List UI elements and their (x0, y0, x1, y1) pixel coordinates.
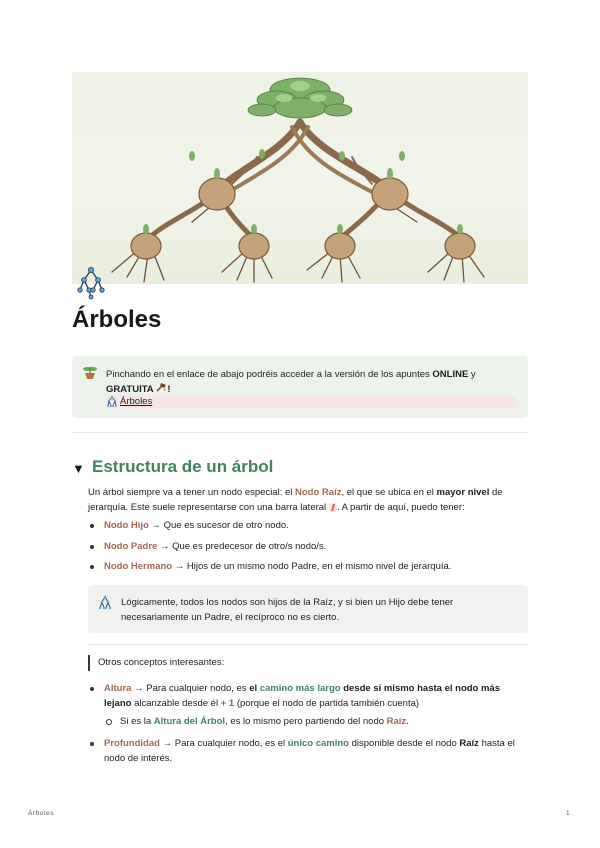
fire-hammer-icon (156, 384, 167, 395)
bullet-dot (90, 565, 94, 569)
bullet-dot (90, 742, 94, 746)
divider (88, 644, 528, 645)
section-heading: Estructura de un árbol (92, 457, 274, 476)
quote-block: Otros conceptos interesantes: (88, 655, 224, 671)
bullet-dot (90, 687, 94, 691)
page-number: 1 (566, 810, 570, 817)
callout-note-text: Lógicamente, todos los nodos son hijos de la Raíz, y si bien un Hijo debe tener necesariamente un Padre, el recíproco no es cierto. (121, 597, 454, 623)
tree-network-icon (106, 395, 118, 414)
inline-code-bar (329, 503, 337, 512)
cover-image (72, 72, 528, 284)
arboles-link-label[interactable]: Árboles (120, 396, 153, 407)
section-intro: Un árbol siempre va a tener un nodo especial: el Nodo Raíz, el que se ubica en el mayor nivel de jerarquía. Este suele representarse con una barra lateral . A partir de aquí, puedo tener: (88, 487, 503, 513)
arboles-link[interactable] (106, 395, 516, 409)
bullet-dot (90, 524, 94, 528)
tree-network-icon (76, 266, 106, 300)
page-title: Árboles (72, 306, 162, 333)
footer-title: Árboles (28, 810, 55, 817)
tree-network-icon (98, 595, 112, 616)
bullet-circle (106, 719, 112, 725)
bullet-dot (90, 545, 94, 549)
toggle-triangle-icon[interactable]: ▼ (72, 461, 85, 476)
callout-note (88, 585, 528, 633)
plant-pot-icon (82, 364, 98, 380)
callout-intro-text: Pinchando en el enlace de abajo podréis acceder a la versión de los apuntes ONLINE y GRATUITA ! (106, 369, 476, 395)
callout-intro (72, 356, 528, 418)
divider (72, 432, 528, 433)
